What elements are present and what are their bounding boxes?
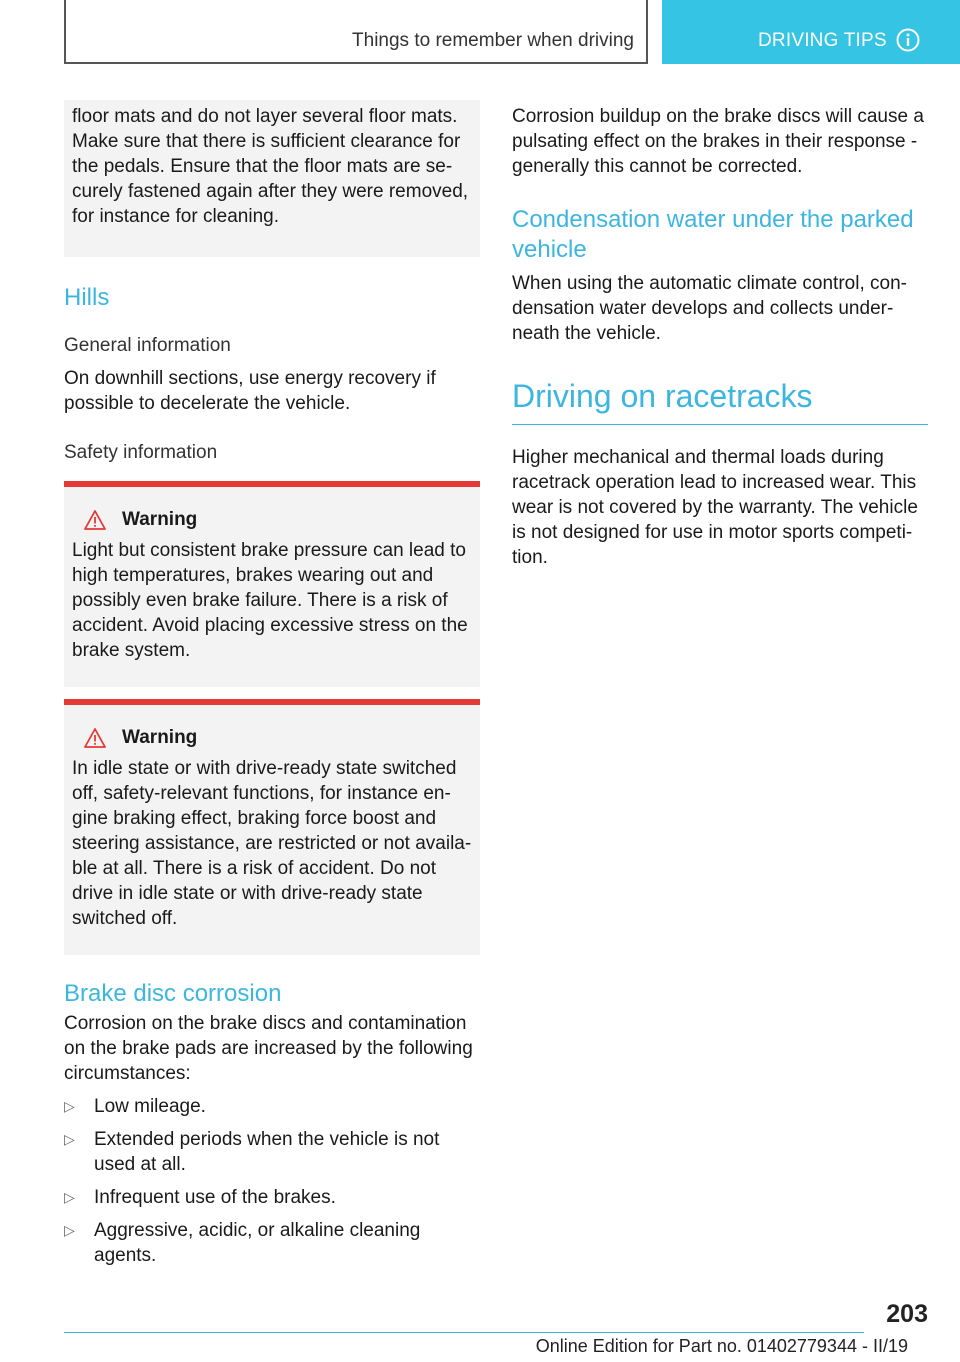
racetracks-text: Higher mechanical and thermal loads during racetrack operation lead to increased wear. This wear is not covered by the warranty. The vehicle is not designed for use in motor sports competition. bbox=[512, 447, 918, 568]
warning-text: Light but consistent brake pressure can lead to high temperatures, brakes wearing out and possibly even brake failure. There is a risk of accident. Avoid placing excessive stress on the brake system. bbox=[72, 540, 468, 661]
triangle-bullet-icon: ▷ bbox=[64, 1098, 75, 1114]
right-column bbox=[512, 100, 928, 570]
circumstances-list bbox=[64, 1094, 480, 1268]
warning-text: In idle state or with drive-ready state switched off, safety-relevant functions, for instance engine braking effect, braking force boost and steering assistance, are restricted or not available at all. There is a risk of accident. Do not drive in idle state or with drive-ready state switched off. bbox=[72, 758, 472, 929]
warning-triangle-icon bbox=[84, 728, 106, 748]
warning-box-idle-state bbox=[64, 699, 480, 955]
list-item: ▷ Low mileage. bbox=[64, 1096, 206, 1117]
warning-title: Warning bbox=[122, 727, 198, 748]
floor-mats-note-box bbox=[64, 100, 480, 257]
triangle-bullet-icon: ▷ bbox=[64, 1222, 75, 1238]
warning-header bbox=[84, 507, 472, 532]
condensation-text: When using the automatic climate control, condensation water develops and collects underneath the vehicle. bbox=[512, 273, 907, 344]
list-item: ▷ Extended periods when the vehicle is not used at all. bbox=[64, 1129, 440, 1175]
warning-box-brake-pressure bbox=[64, 481, 480, 687]
general-information-heading: General information bbox=[64, 335, 231, 356]
triangle-bullet-icon: ▷ bbox=[64, 1189, 75, 1205]
warning-header bbox=[84, 725, 472, 750]
edition-footer: Online Edition for Part no. 01402779344 - II/19 bbox=[535, 1336, 908, 1356]
general-information-text: On downhill sections, use energy recovery if possible to decelerate the vehicle. bbox=[64, 368, 436, 414]
header-section-box bbox=[64, 0, 648, 64]
racetracks-heading: Driving on racetracks bbox=[512, 378, 813, 414]
left-column bbox=[64, 100, 480, 1276]
section-title: Things to remember when driving bbox=[352, 30, 634, 51]
section-divider bbox=[512, 424, 928, 425]
list-item: ▷ Infrequent use of the brakes. bbox=[64, 1187, 336, 1208]
chapter-title: DRIVING TIPS bbox=[758, 30, 887, 51]
footer-divider bbox=[64, 1332, 864, 1333]
safety-information-heading: Safety information bbox=[64, 442, 218, 463]
info-icon bbox=[896, 28, 920, 52]
floor-mats-text: floor mats and do not layer several floor mats. Make sure that there is sufficient clearance for the pedals. Ensure that the floor mats are securely fastened again after they were removed, for instance for cleaning. bbox=[72, 106, 469, 227]
header-chapter-tab bbox=[662, 0, 960, 64]
list-item: ▷ Aggressive, acidic, or alkaline cleaning agents. bbox=[64, 1220, 421, 1266]
condensation-heading: Condensation water under the parked vehicle bbox=[512, 206, 914, 263]
warning-triangle-icon bbox=[84, 510, 106, 530]
hills-heading: Hills bbox=[64, 284, 110, 311]
brake-disc-corrosion-heading: Brake disc corrosion bbox=[64, 980, 282, 1007]
corrosion-buildup-text: Corrosion buildup on the brake discs will cause a pulsating effect on the brakes in their response - generally this cannot be corrected. bbox=[512, 106, 924, 177]
page-number: 203 bbox=[886, 1300, 928, 1328]
triangle-bullet-icon: ▷ bbox=[64, 1131, 75, 1147]
brake-disc-corrosion-text: Corrosion on the brake discs and contamination on the brake pads are increased by the following circumstances: bbox=[64, 1013, 473, 1084]
warning-title: Warning bbox=[122, 509, 198, 530]
